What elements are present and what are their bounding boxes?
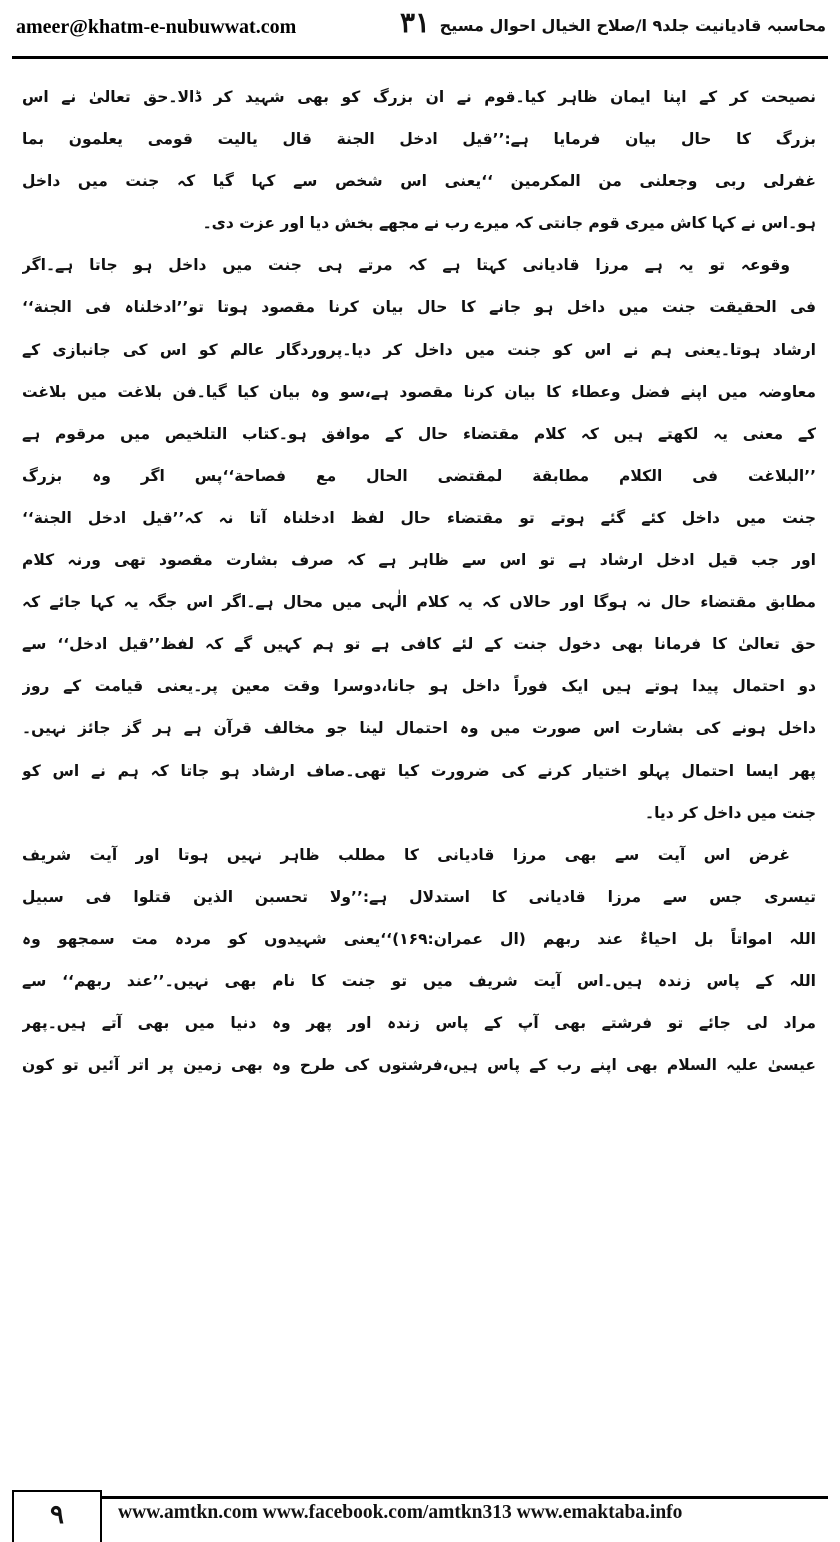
header-book-title: محاسبہ قادیانیت جلد۹ ا/صلاح الخیال احوال مسیح — [439, 16, 826, 35]
text-line: داخل ہونے کی بشارت اس صورت میں وہ احتمال لینا جو مخالف قرآن ہے ہر گز جائز نہیں۔ — [22, 719, 816, 738]
header-page-number: ۳۱ — [400, 6, 431, 39]
text-line: مراد لی جائے تو فرشتے بھی آپ کے پاس زندہ اور پھر وہ دنیا میں بھی آتے ہیں۔پھر — [22, 1014, 816, 1033]
text-line: وقوعہ تو یہ ہے مرزا قادیانی کہتا ہے کہ مرتے ہی جنت میں داخل ہو جاتا ہے۔اگر — [22, 256, 790, 275]
text-line: ’’البلاغت فی الکلام مطابقة لمقتضی الحال مع فصاحة‘‘پس اگر وہ بزرگ — [22, 466, 816, 485]
text-line: اور جب قیل ادخل ارشاد ہے تو اس سے ظاہر ہے کہ صرف بشارت مقصود تھی ورنہ کلام — [22, 551, 816, 570]
header-email: ameer@khatm-e-nubuwwat.com — [16, 16, 297, 38]
text-line: غرض اس آیت سے بھی مرزا قادیانی کا مطلب ظاہر نہیں ہوتا اور آیت شریف — [22, 845, 790, 864]
text-line: دو احتمال پیدا ہوتے ہیں ایک فوراً داخل ہو جانا،دوسرا وقت معین پر۔یعنی قیامت کے روز — [22, 677, 816, 696]
text-line: ہو۔اس نے کہا کاش میری قوم جانتی کہ میرے رب نے مجھے بخش دیا اور عزت دی۔ — [202, 214, 816, 233]
text-line: نصیحت کر کے اپنا ایمان ظاہر کیا۔قوم نے ان بزرگ کو بھی شہید کر ڈالا۔حق تعالیٰ نے اس — [22, 88, 816, 106]
footer-page-number: ۹ — [12, 1490, 102, 1542]
text-line: فی الحقیقت جنت میں داخل ہو جانے کا حال بیان کرنا مقصود ہوتا تو’’ادخلناہ فی الجنة‘‘ — [22, 298, 816, 317]
footer-divider — [12, 1496, 828, 1499]
page-header — [0, 0, 840, 58]
text-line: اللہ کے پاس زندہ ہیں۔اس آیت شریف میں تو جنت کا نام بھی نہیں۔’’عند ربھم‘‘ سے — [22, 971, 816, 990]
text-line: معاوضہ میں اپنے فضل وعطاء کا بیان کرنا مقصود ہے،سو وہ بیان کیا گیا۔فن بلاغت میں بلاغت — [22, 382, 816, 401]
text-line: اللہ امواتاً بل احیاءٌ عند ربھم (ال عمران:۱۶۹)‘‘یعنی شہیدوں کو مردہ مت سمجھو وہ — [22, 929, 816, 948]
text-line: کے معنی یہ لکھتے ہیں کہ کلام مقتضاء حال کے موافق ہو۔کتاب التلخیص میں مرقوم ہے — [22, 424, 816, 443]
text-line: ارشاد ہوتا۔یعنی ہم نے اس کو جنت میں داخل کر دیا۔پروردگار عالم کو اس کی جانبازی کے — [22, 340, 816, 359]
text-line: بزرگ کا حال بیان فرمایا ہے:’’قیل ادخل الجنة قال یالیت قومی یعلمون بما — [22, 130, 816, 149]
text-line: پھر ایسا احتمال پہلو اختیار کرنے کی ضرورت کیا تھی۔صاف ارشاد ہو جاتا کہ ہم نے اس کو — [22, 761, 816, 780]
text-line: تیسری جس سے مرزا قادیانی کا استدلال ہے:’’ولا تحسبن الذین قتلوا فی سبیل — [22, 887, 816, 906]
text-line: غفرلی ربی وجعلنی من المکرمین ‘‘یعنی اس شخص سے کہا گیا کہ جنت میں داخل — [22, 172, 816, 191]
text-line: مطابق مقتضاء حال نہ ہوگا اور حالاں کہ یہ کلام الٰہی میں محال ہے۔اگر اس جگہ یہ کہا جائے کہ — [22, 593, 816, 612]
text-line: جنت میں داخل کر دیا۔ — [645, 803, 816, 822]
footer-urls: www.amtkn.com www.facebook.com/amtkn313 www.emaktaba.info — [118, 1502, 683, 1523]
page-body — [22, 76, 816, 1466]
text-line: حق تعالیٰ کا فرمانا بھی دخول جنت کے لئے کافی ہے تو ہم کہیں گے کہ لفظ’’قیل ادخل‘‘ سے — [22, 635, 816, 654]
text-line: عیسیٰ علیہ السلام بھی اپنے رب کے پاس ہیں،فرشتوں کی طرح وہ بھی زمین پر اتر آئیں تو کون — [22, 1056, 816, 1075]
text-line: جنت میں داخل کئے گئے ہوتے تو مقتضاء حال لفظ ادخلناہ آتا نہ کہ’’قیل ادخل الجنة‘‘ — [22, 508, 816, 527]
header-divider — [12, 56, 828, 59]
